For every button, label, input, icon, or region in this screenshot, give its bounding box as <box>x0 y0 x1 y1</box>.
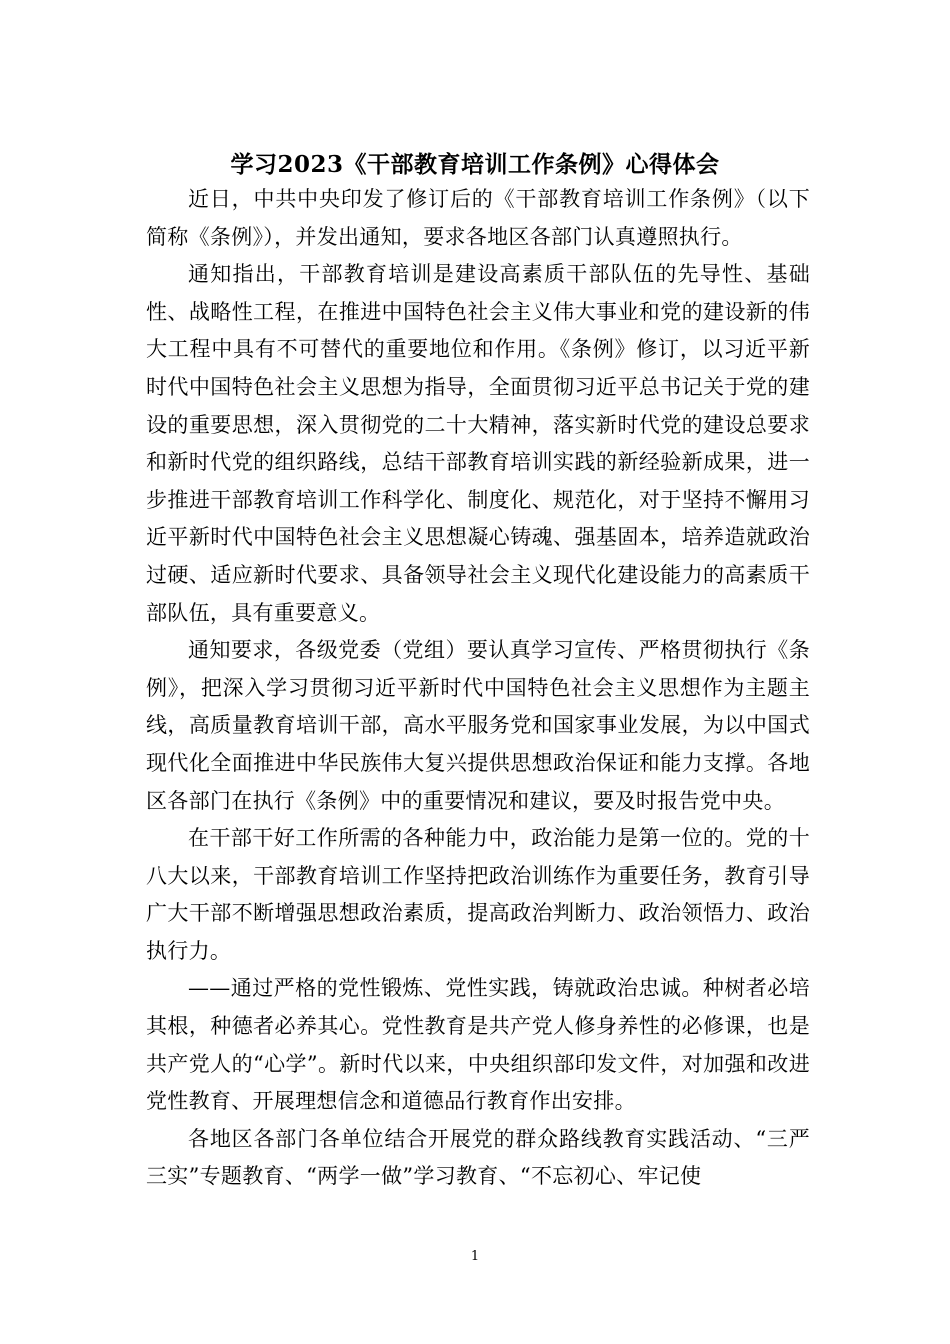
paragraph: 各地区各部门各单位结合开展党的群众路线教育实践活动、“三严三实”专题教育、“两学一做”学习教育、“不忘初心、牢记使 <box>146 1126 810 1189</box>
document-title: 学习2023《干部教育培训工作条例》心得体会 <box>230 151 720 179</box>
page-number: 1 <box>470 1249 480 1264</box>
document-body <box>146 181 810 1196</box>
paragraph: 近日，中共中央印发了修订后的《干部教育培训工作条例》（以下简称《条例》），并发出通知，要求各地区各部门认真遵照执行。 <box>146 187 810 249</box>
paragraph: 通知要求，各级党委（党组）要认真学习宣传、严格贯彻执行《条例》，把深入学习贯彻习近平新时代中国特色社会主义思想作为主题主线，高质量教育培训干部，高水平服务党和国家事业发展，为以中国式现代化全面推进中华民族伟大复兴提供思想政治保证和能力支撑。各地区各部门在执行《条例》中的重要情况和建议，要及时报告党中央。 <box>146 638 810 813</box>
paragraph: ——通过严格的党性锻炼、党性实践，铸就政治忠诚。种树者必培其根，种德者必养其心。党性教育是共产党人修身养性的必修课，也是共产党人的“心学”。新时代以来，中央组织部印发文件，对加强和改进党性教育、开展理想信念和道德品行教育作出安排。 <box>146 976 810 1114</box>
paragraph: 通知指出，干部教育培训是建设高素质干部队伍的先导性、基础性、战略性工程，在推进中国特色社会主义伟大事业和党的建设新的伟大工程中具有不可替代的重要地位和作用。《条例》修订，以习近平新时代中国特色社会主义思想为指导，全面贯彻习近平总书记关于党的建设的重要思想，深入贯彻党的二十大精神，落实新时代党的建设总要求和新时代党的组织路线，总结干部教育培训实践的新经验新成果，进一步推进干部教育培训工作科学化、制度化、规范化，对于坚持不懈用习近平新时代中国特色社会主义思想凝心铸魂、强基固本，培养造就政治过硬、适应新时代要求、具备领导社会主义现代化建设能力的高素质干部队伍，具有重要意义。 <box>146 262 810 625</box>
paragraph: 在干部干好工作所需的各种能力中，政治能力是第一位的。党的十八大以来，干部教育培训工作坚持把政治训练作为重要任务，教育引导广大干部不断增强思想政治素质，提高政治判断力、政治领悟力、政治执行力。 <box>146 826 810 963</box>
